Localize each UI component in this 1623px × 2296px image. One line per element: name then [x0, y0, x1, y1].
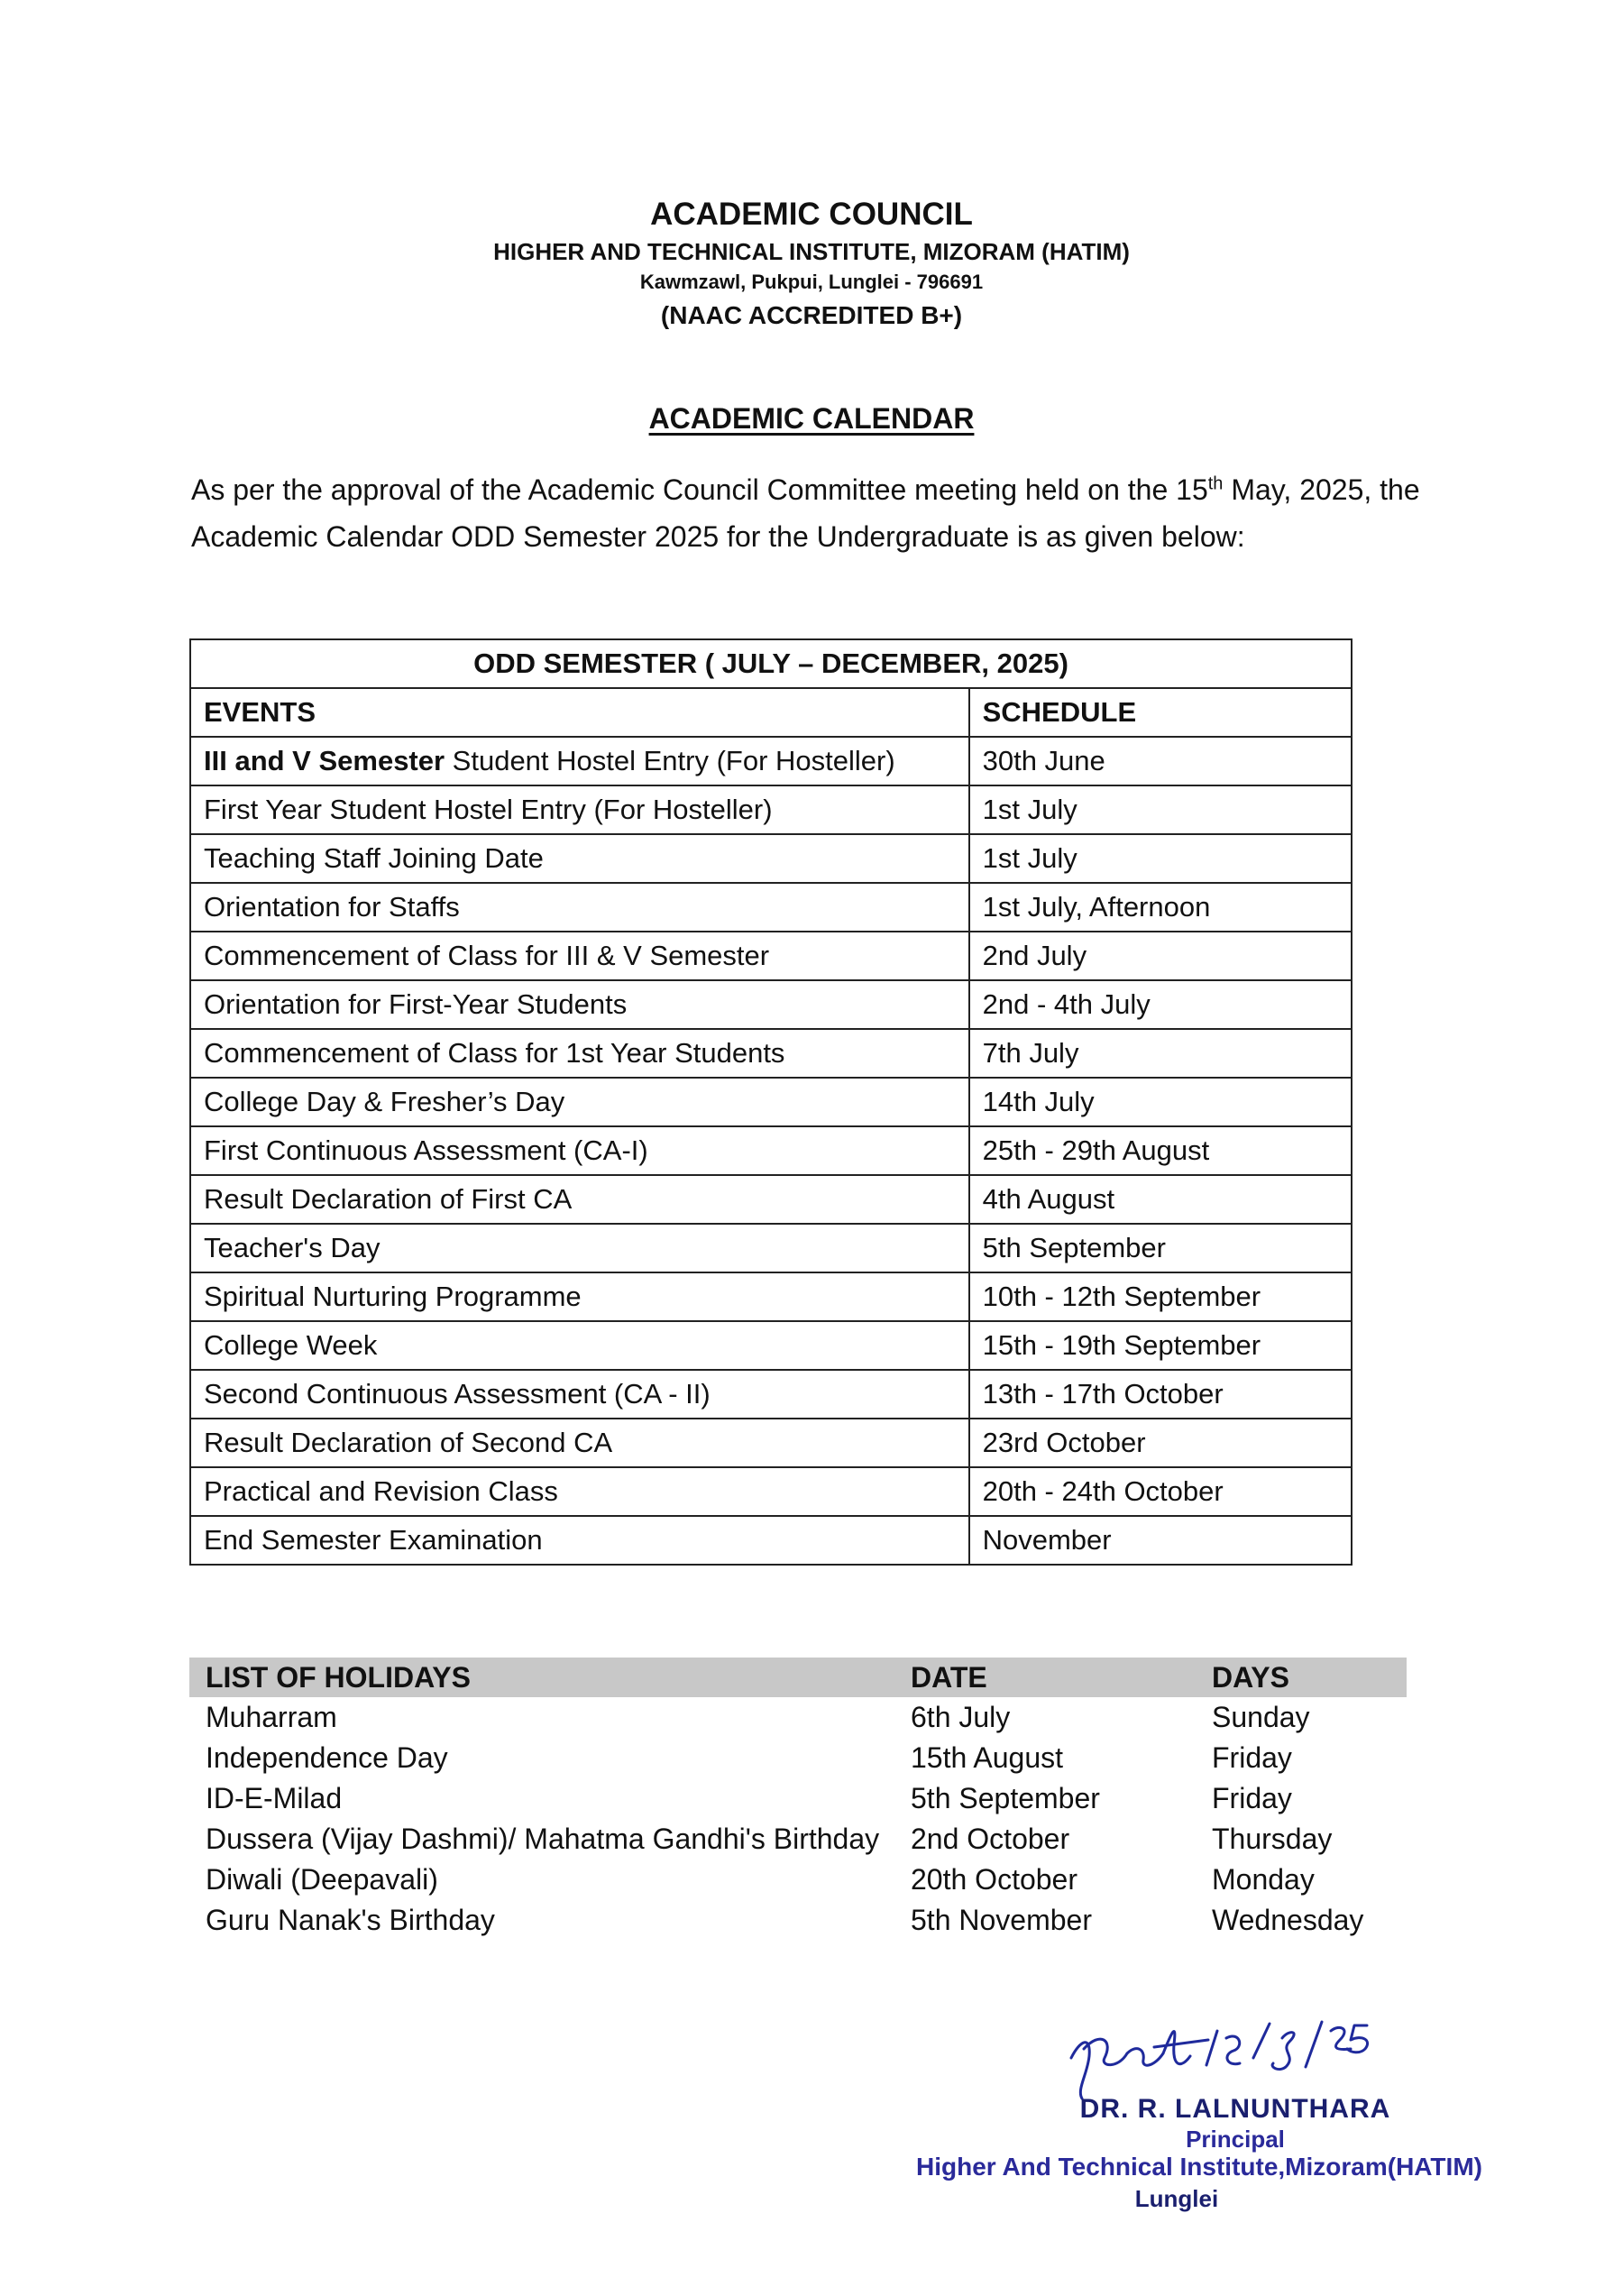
schedule-cell: 2nd July — [969, 932, 1352, 980]
holiday-row — [189, 1697, 1407, 1738]
holiday-name: Dussera (Vijay Dashmi)/ Mahatma Gandhi's Birthday — [206, 1823, 880, 1855]
event-cell: Teacher's Day — [190, 1224, 969, 1272]
institute-address: Kawmzawl, Pukpui, Lunglei - 796691 — [639, 271, 984, 293]
table-row — [190, 1419, 1352, 1467]
event-cell: First Year Student Hostel Entry (For Hosteller) — [190, 785, 969, 834]
event-cell: Orientation for Staffs — [190, 883, 969, 932]
holiday-date: 15th August — [911, 1741, 1064, 1774]
holiday-header-row — [189, 1658, 1407, 1697]
institute-name: HIGHER AND TECHNICAL INSTITUTE, MIZORAM (HATIM) — [493, 238, 1130, 265]
holiday-header-date: DATE — [911, 1660, 987, 1694]
intro-text-2: May, 2025, the Academic Calendar ODD Semester 2025 for the Undergraduate is as given below: — [191, 473, 1420, 553]
schedule-cell: November — [969, 1516, 1352, 1565]
holiday-day: Thursday — [1212, 1823, 1333, 1855]
council-heading: ACADEMIC COUNCIL — [650, 197, 973, 232]
holiday-date: 5th November — [911, 1904, 1092, 1936]
holiday-header-name: LIST OF HOLIDAYS — [206, 1660, 471, 1694]
accreditation-note: (NAAC ACCREDITED B+) — [660, 301, 963, 329]
table-row — [190, 883, 1352, 932]
calendar-title: ACADEMIC CALENDAR — [648, 402, 975, 435]
holiday-row — [189, 1900, 1407, 1941]
holiday-row — [189, 1819, 1407, 1860]
holiday-day: Friday — [1212, 1782, 1292, 1814]
event-cell: End Semester Examination — [190, 1516, 969, 1565]
table-row — [190, 1126, 1352, 1175]
event-cell: Second Continuous Assessment (CA - II) — [190, 1370, 969, 1419]
event-bold-part: III and V Semester — [204, 745, 445, 776]
table-row — [190, 1175, 1352, 1224]
table-row — [190, 1078, 1352, 1126]
schedule-cell: 1st July — [969, 785, 1352, 834]
holiday-name: Muharram — [206, 1701, 337, 1733]
table-row — [190, 1224, 1352, 1272]
holiday-date: 20th October — [911, 1863, 1077, 1896]
schedule-cell: 4th August — [969, 1175, 1352, 1224]
table-row — [190, 785, 1352, 834]
event-cell: Orientation for First-Year Students — [190, 980, 969, 1029]
semester-table-body — [190, 737, 1352, 1565]
intro-superscript: th — [1207, 473, 1224, 494]
table-row — [190, 1370, 1352, 1419]
event-cell: First Continuous Assessment (CA-I) — [190, 1126, 969, 1175]
event-cell: Commencement of Class for III & V Semester — [190, 932, 969, 980]
schedule-cell: 25th - 29th August — [969, 1126, 1352, 1175]
signature-image — [1064, 2004, 1407, 2103]
holiday-header-days: DAYS — [1212, 1660, 1289, 1694]
holiday-date: 6th July — [911, 1701, 1011, 1733]
holiday-name: Diwali (Deepavali) — [206, 1863, 438, 1896]
event-cell: College Day & Fresher’s Day — [190, 1078, 969, 1126]
table-row — [190, 1321, 1352, 1370]
schedule-cell: 13th - 17th October — [969, 1370, 1352, 1419]
event-cell: Spiritual Nurturing Programme — [190, 1272, 969, 1321]
holiday-day: Sunday — [1212, 1701, 1310, 1733]
signatory-town: Lunglei — [1134, 2185, 1219, 2212]
schedule-cell: 1st July — [969, 834, 1352, 883]
holiday-name: Independence Day — [206, 1741, 448, 1774]
table-row — [190, 1467, 1352, 1516]
event-rest-part: Student Hostel Entry (For Hosteller) — [445, 745, 895, 776]
schedule-cell: 7th July — [969, 1029, 1352, 1078]
holiday-row — [189, 1778, 1407, 1819]
event-cell: Result Declaration of First CA — [190, 1175, 969, 1224]
holiday-day: Monday — [1212, 1863, 1315, 1896]
table-row — [190, 980, 1352, 1029]
schedule-cell: 1st July, Afternoon — [969, 883, 1352, 932]
signatory-title: Principal — [1186, 2126, 1285, 2153]
table-row — [190, 932, 1352, 980]
holiday-day: Wednesday — [1212, 1904, 1364, 1936]
schedule-cell: 14th July — [969, 1078, 1352, 1126]
event-cell: College Week — [190, 1321, 969, 1370]
holiday-day: Friday — [1212, 1741, 1292, 1774]
intro-text-1: As per the approval of the Academic Council Committee meeting held on the 15 — [191, 473, 1208, 506]
semester-title: ODD SEMESTER ( JULY – DECEMBER, 2025) — [190, 639, 1352, 688]
holiday-date: 2nd October — [911, 1823, 1070, 1855]
semester-table — [189, 638, 1352, 1566]
intro-paragraph — [191, 466, 1453, 560]
schedule-cell: 15th - 19th September — [969, 1321, 1352, 1370]
table-row — [190, 834, 1352, 883]
holiday-date: 5th September — [911, 1782, 1100, 1814]
table-row — [190, 737, 1352, 785]
schedule-cell: 10th - 12th September — [969, 1272, 1352, 1321]
schedule-cell: 20th - 24th October — [969, 1467, 1352, 1516]
event-cell — [190, 737, 969, 785]
holiday-rows — [189, 1697, 1407, 1941]
signatory-institute: Higher And Technical Institute,Mizoram(HATIM) — [916, 2153, 1482, 2181]
schedule-cell: 23rd October — [969, 1419, 1352, 1467]
holiday-row — [189, 1738, 1407, 1778]
holiday-list — [189, 1658, 1407, 1941]
schedule-cell: 30th June — [969, 737, 1352, 785]
event-cell: Result Declaration of Second CA — [190, 1419, 969, 1467]
signatory-name: DR. R. LALNUNTHARA — [1079, 2094, 1391, 2124]
holiday-row — [189, 1860, 1407, 1900]
schedule-cell: 5th September — [969, 1224, 1352, 1272]
column-header-events: EVENTS — [190, 688, 969, 737]
holiday-name: Guru Nanak's Birthday — [206, 1904, 495, 1936]
table-row — [190, 1272, 1352, 1321]
table-row — [190, 1516, 1352, 1565]
column-header-schedule: SCHEDULE — [969, 688, 1352, 737]
table-row — [190, 1029, 1352, 1078]
schedule-cell: 2nd - 4th July — [969, 980, 1352, 1029]
event-cell: Practical and Revision Class — [190, 1467, 969, 1516]
event-cell: Teaching Staff Joining Date — [190, 834, 969, 883]
holiday-name: ID-E-Milad — [206, 1782, 343, 1814]
event-cell: Commencement of Class for 1st Year Students — [190, 1029, 969, 1078]
